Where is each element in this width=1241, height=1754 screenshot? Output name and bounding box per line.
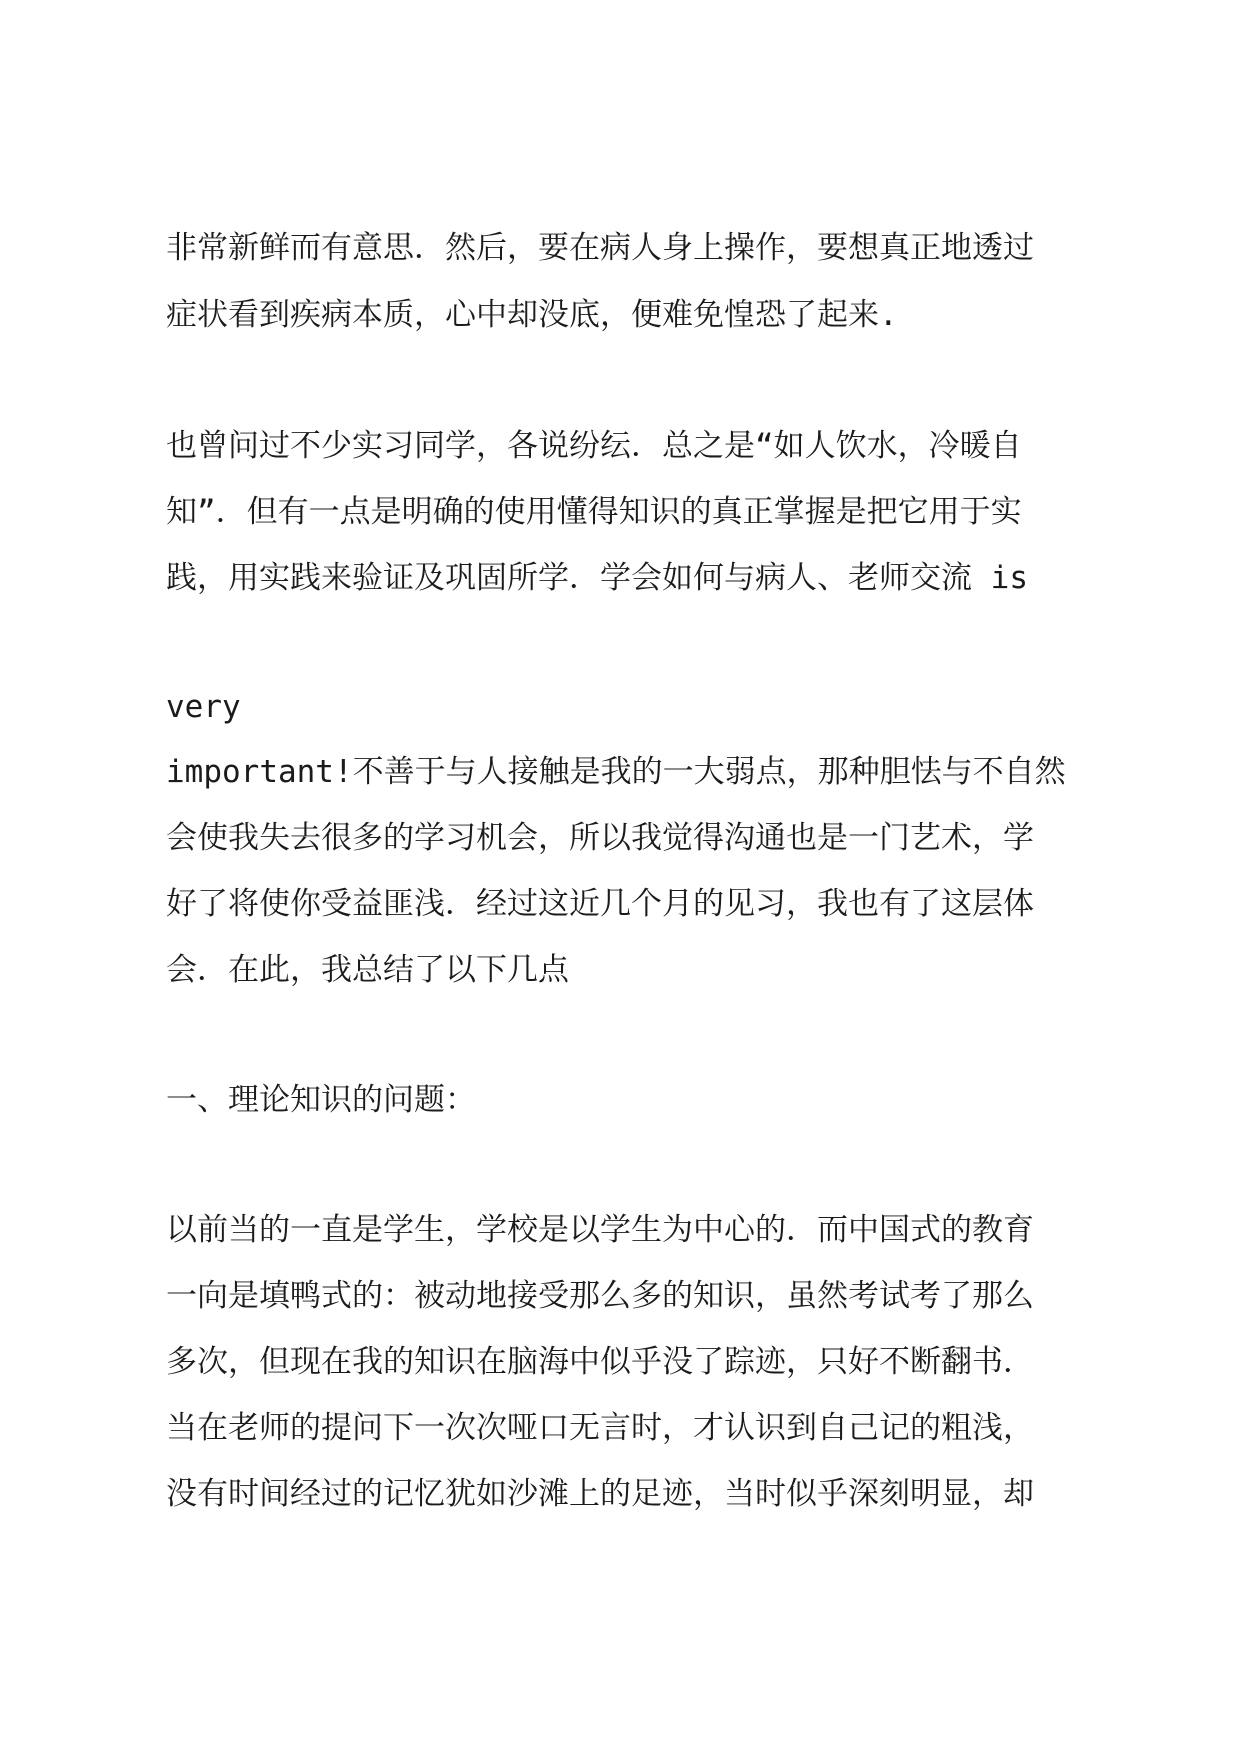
text-line: 没有时间经过的记忆犹如沙滩上的足迹，当时似乎深刻明显，却 [166,1476,1034,1512]
text-line: 也曾问过不少实习同学，各说纷纭．总之是“如人饮水，冷暖自 [166,428,1022,464]
text-line: 践，用实践来验证及巩固所学．学会如何与病人、老师交流 is [166,560,1028,596]
text-line: 会使我失去很多的学习机会，所以我觉得沟通也是一门艺术，学 [166,820,1034,856]
text-line: 症状看到疾病本质，心中却没底，便难免惶恐了起来. [166,297,898,333]
text-line: 多次，但现在我的知识在脑海中似乎没了踪迹，只好不断翻书． [166,1344,1034,1380]
section-heading: 一、理论知识的问题： [166,1082,476,1118]
text-line: 以前当的一直是学生，学校是以学生为中心的．而中国式的教育 [166,1212,1034,1248]
text-line: very [166,689,241,725]
text-line: 当在老师的提问下一次次哑口无言时，才认识到自己记的粗浅， [166,1410,1034,1446]
text-line: important!不善于与人接触是我的一大弱点，那种胆怯与不自然 [166,754,1066,790]
text-line: 会．在此，我总结了以下几点 [166,952,569,988]
text-line: 一向是填鸭式的：被动地接受那么多的知识，虽然考试考了那么 [166,1278,1034,1314]
text-line: 好了将使你受益匪浅．经过这近几个月的见习，我也有了这层体 [166,886,1034,922]
text-line: 知”．但有一点是明确的使用懂得知识的真正掌握是把它用于实 [166,494,1022,530]
text-line: 非常新鲜而有意思．然后，要在病人身上操作，要想真正地透过 [166,230,1034,266]
